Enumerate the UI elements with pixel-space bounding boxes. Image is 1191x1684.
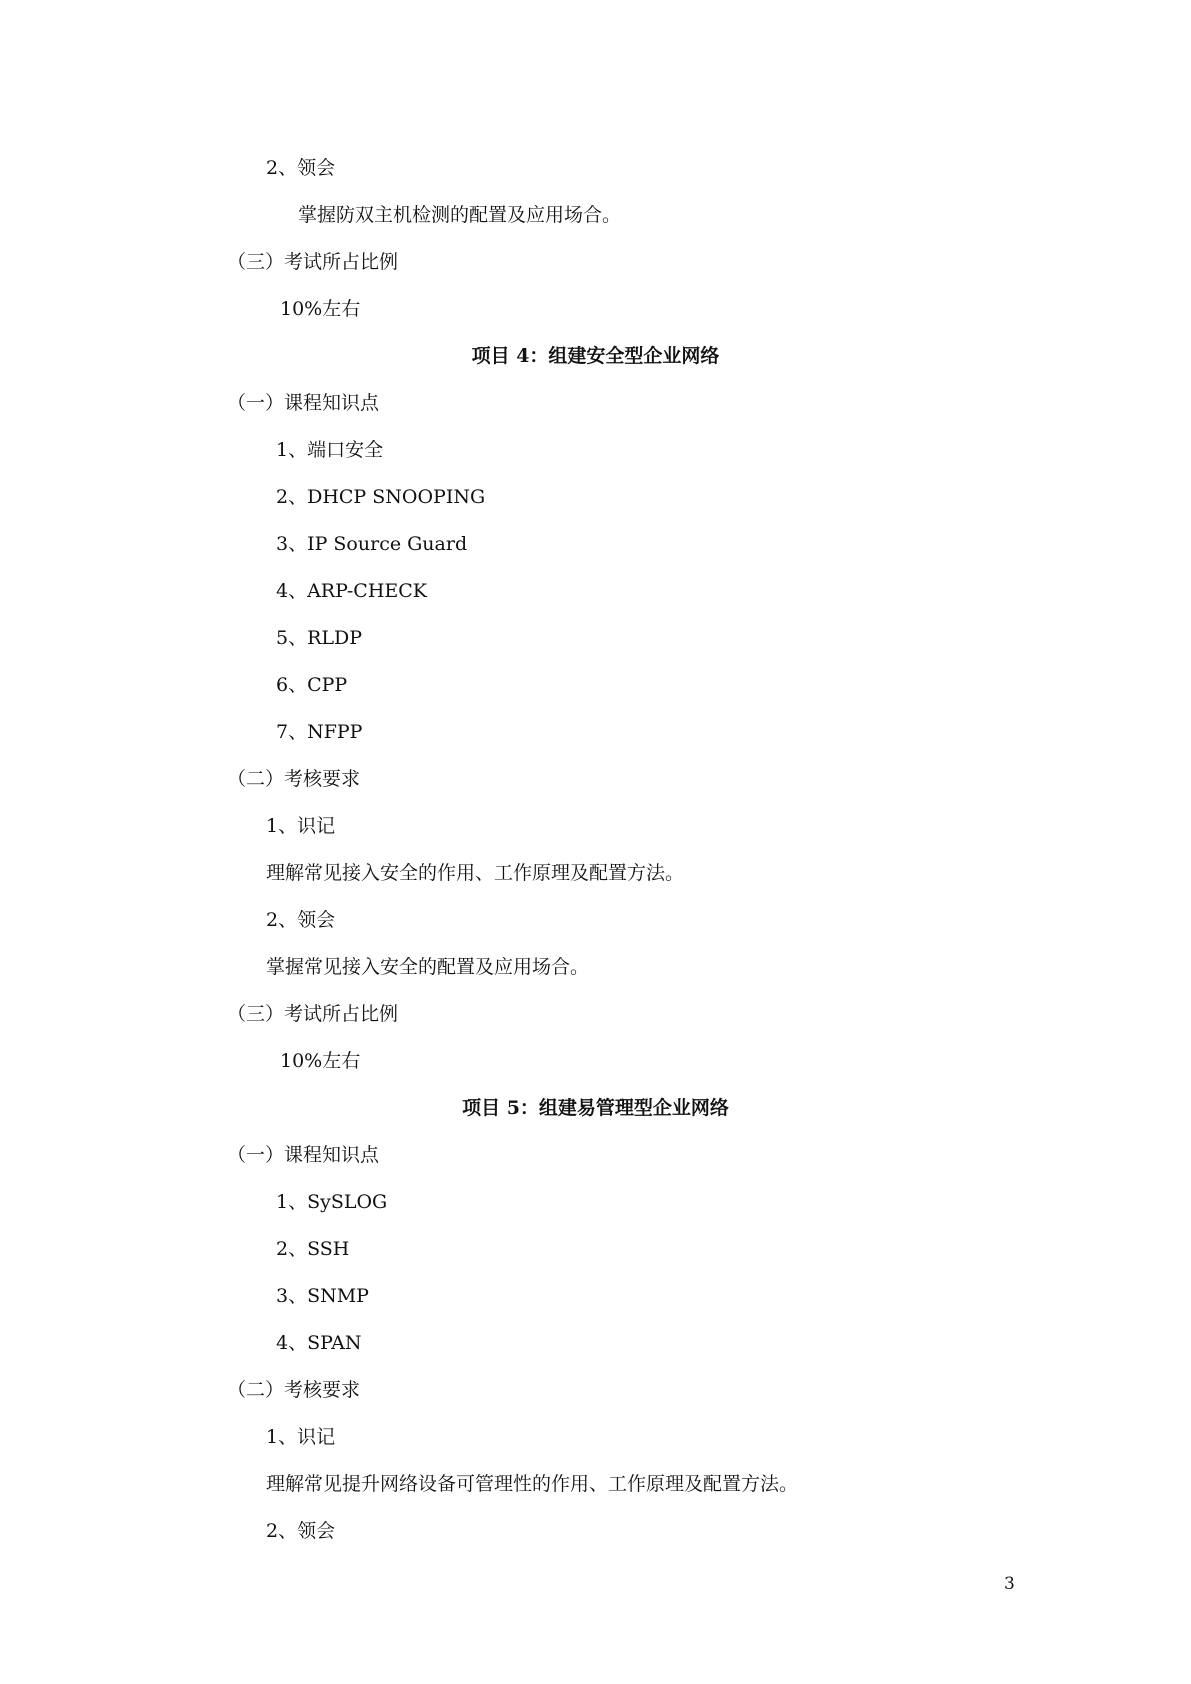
- section-heading-exam-ratio: （三）考试所占比例: [227, 1003, 399, 1025]
- knowledge-point-item: 7、NFPP: [276, 721, 363, 743]
- sub-item-comprehend: 2、领会: [266, 909, 336, 931]
- knowledge-point-item: 4、SPAN: [276, 1332, 362, 1354]
- knowledge-point-item: 2、DHCP SNOOPING: [276, 486, 486, 508]
- paragraph-text: 掌握防双主机检测的配置及应用场合。: [298, 204, 622, 226]
- section-heading-knowledge-points: （一）课程知识点: [227, 392, 380, 414]
- project-5-title: 项目 5：组建易管理型企业网络: [462, 1097, 729, 1119]
- sub-item-memorize: 1、识记: [266, 1426, 336, 1448]
- knowledge-point-item: 3、SNMP: [276, 1285, 369, 1307]
- page-number: 3: [1004, 1574, 1015, 1594]
- section-heading-exam-ratio: （三）考试所占比例: [227, 251, 399, 273]
- sub-item-comprehend: 2、领会: [266, 157, 336, 179]
- knowledge-point-item: 6、CPP: [276, 674, 348, 696]
- knowledge-point-item: 1、端口安全: [276, 439, 384, 461]
- section-heading-assessment: （二）考核要求: [227, 768, 361, 790]
- sub-item-comprehend: 2、领会: [266, 1520, 336, 1542]
- exam-ratio-value: 10%左右: [280, 298, 361, 320]
- section-heading-assessment: （二）考核要求: [227, 1379, 361, 1401]
- knowledge-point-item: 1、SySLOG: [276, 1191, 388, 1213]
- paragraph-text: 理解常见接入安全的作用、工作原理及配置方法。: [266, 862, 685, 884]
- exam-ratio-value: 10%左右: [280, 1050, 361, 1072]
- knowledge-point-item: 3、IP Source Guard: [276, 533, 468, 555]
- project-4-title: 项目 4：组建安全型企业网络: [471, 345, 720, 367]
- knowledge-point-item: 4、ARP-CHECK: [276, 580, 427, 602]
- knowledge-point-item: 2、SSH: [276, 1238, 350, 1260]
- sub-item-memorize: 1、识记: [266, 815, 336, 837]
- knowledge-point-item: 5、RLDP: [276, 627, 363, 649]
- paragraph-text: 掌握常见接入安全的配置及应用场合。: [266, 956, 590, 978]
- section-heading-knowledge-points: （一）课程知识点: [227, 1144, 380, 1166]
- paragraph-text: 理解常见提升网络设备可管理性的作用、工作原理及配置方法。: [266, 1473, 799, 1495]
